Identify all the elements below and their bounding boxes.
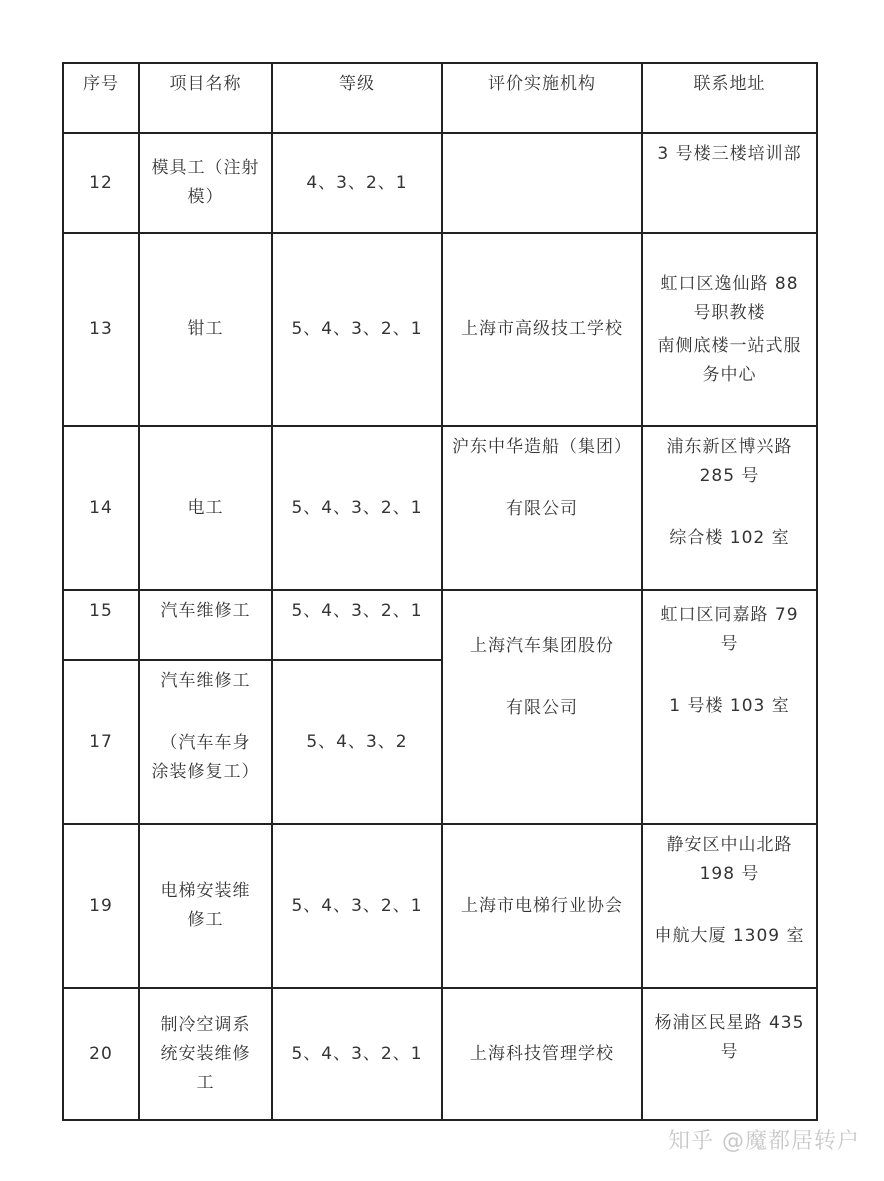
cell-level: 5、4、3、2、1 xyxy=(272,426,442,590)
cell-spacer xyxy=(447,723,637,783)
cell-spacer xyxy=(647,659,812,692)
table-row xyxy=(63,590,817,660)
cell-text: 沪东中华造船（集团） xyxy=(452,437,632,457)
cell-level: 5、4、3、2、1 xyxy=(272,824,442,988)
cell-text: 工 xyxy=(196,1072,215,1093)
cell-text: 浦东新区博兴路 xyxy=(666,437,793,457)
table-row xyxy=(63,426,817,590)
cell-text: 有限公司 xyxy=(506,697,578,718)
cell-text: 有限公司 xyxy=(506,499,578,519)
cell-seq: 20 xyxy=(63,988,139,1120)
header-org: 评价实施机构 xyxy=(442,63,642,133)
cell-text: 号职教楼 xyxy=(693,302,766,323)
cell-name xyxy=(139,988,272,1120)
cell-seq: 17 xyxy=(63,660,139,824)
cell-name: 钳工 xyxy=(139,233,272,426)
cell-text: 务中心 xyxy=(702,364,757,385)
cell-text: 涂装修复工） xyxy=(151,762,260,782)
cell-spacer xyxy=(144,696,267,729)
cell-seq: 12 xyxy=(63,133,139,233)
cell-text: 制冷空调系 xyxy=(160,1014,251,1035)
cell-text: 上海汽车集团股份 xyxy=(470,635,614,656)
cell-seq: 15 xyxy=(63,590,139,660)
cell-level: 5、4、3、2、1 xyxy=(272,233,442,426)
cell-org: 上海科技管理学校 xyxy=(442,988,642,1120)
cell-level: 5、4、3、2、1 xyxy=(272,590,442,660)
header-level: 等级 xyxy=(272,63,442,133)
cell-org xyxy=(442,133,642,233)
cell-name: 电工 xyxy=(139,426,272,590)
cell-addr xyxy=(642,988,817,1120)
cell-text: 1 号楼 103 室 xyxy=(669,696,790,716)
cell-addr xyxy=(642,426,817,590)
cell-org xyxy=(442,426,642,590)
cell-text: 修工 xyxy=(187,910,224,930)
cell-text: 综合楼 102 室 xyxy=(669,528,790,548)
cell-spacer xyxy=(447,462,637,495)
header-seq: 序号 xyxy=(63,63,139,133)
cell-text: 申航大厦 1309 室 xyxy=(654,926,805,946)
cell-org: 上海市高级技工学校 xyxy=(442,233,642,426)
cell-name xyxy=(139,133,272,233)
cell-name xyxy=(139,660,272,824)
cell-name xyxy=(139,824,272,988)
cell-seq: 13 xyxy=(63,233,139,426)
cell-text: 汽车维修工 xyxy=(160,671,251,691)
header-name: 项目名称 xyxy=(139,63,272,133)
cell-text: 南侧底楼一站式服 xyxy=(657,335,802,356)
table-row xyxy=(63,133,817,233)
cell-text: 统安装维修 xyxy=(160,1043,251,1064)
cell-text: 杨浦区民星路 435 xyxy=(654,1013,805,1033)
cell-seq: 19 xyxy=(63,824,139,988)
cell-text: 电梯安装维 xyxy=(160,881,251,901)
cell-text: 静安区中山北路 xyxy=(666,835,793,855)
table-row xyxy=(63,824,817,988)
cell-text: 号 xyxy=(720,1042,739,1062)
cell-text: 285 号 xyxy=(699,466,760,486)
cell-text: （汽车车身 xyxy=(160,733,251,753)
cell-text: 198 号 xyxy=(699,864,760,884)
cell-addr xyxy=(642,233,817,426)
cell-level: 4、3、2、1 xyxy=(272,133,442,233)
cell-org: 上海市电梯行业协会 xyxy=(442,824,642,988)
cell-org xyxy=(442,590,642,824)
watermark: 知乎 @魔都居转户 xyxy=(668,1129,860,1154)
cell-spacer xyxy=(647,491,812,524)
header-addr: 联系地址 xyxy=(642,63,817,133)
table-row xyxy=(63,988,817,1120)
cell-text: 模具工（注射 xyxy=(151,158,260,178)
qualification-table xyxy=(62,62,818,1121)
cell-text: 模） xyxy=(187,187,224,207)
cell-spacer xyxy=(647,889,812,922)
cell-text: 虹口区同嘉路 79 xyxy=(660,605,799,625)
cell-level: 5、4、3、2 xyxy=(272,660,442,824)
table-row xyxy=(63,233,817,426)
cell-addr: 3 号楼三楼培训部 xyxy=(642,133,817,233)
cell-spacer xyxy=(447,661,637,694)
cell-text: 号 xyxy=(720,634,739,654)
cell-addr xyxy=(642,590,817,824)
cell-seq: 14 xyxy=(63,426,139,590)
cell-text: 虹口区逸仙路 88 xyxy=(660,273,799,294)
cell-spacer xyxy=(647,995,812,1009)
cell-name: 汽车维修工 xyxy=(139,590,272,660)
cell-level: 5、4、3、2、1 xyxy=(272,988,442,1120)
cell-addr xyxy=(642,824,817,988)
header-row xyxy=(63,63,817,133)
